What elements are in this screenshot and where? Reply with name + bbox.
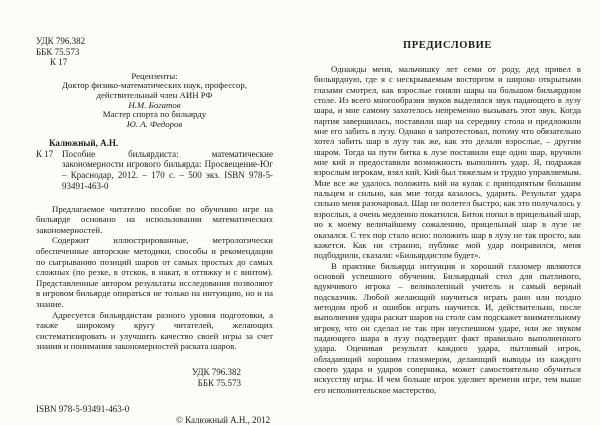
preface-paragraph: Однажды меня, мальчишку лет семи от роду, дед привел в бильярдную, где я с нескрываемым восторгом и широко открытыми глазами смотрел, как взрослые гоняли шары на большом бильярдном столе. Из всего многообразия звуков выделялся звук падающего в лузу шара, и мне самому захотелось непременно вызывать этот звук. Когда партия завершилась, поставили шар на середину стола и предложили мне его забить в лузу. Однако я запротестовал, потому что обязательно хотел забить шар в лузу так же, как это делали взрослые, – другим шаром. Тогда на пути битка к лузе поставили еще один шар, вручили мне кий и предоставили возможность выполнить удар. Я, подражая взрослым игрокам, взял кий. Кий был тяжелым и трудно управляемым. Мне все же удалось положить кий на кулак с приподнятым большим пальцем и сильно, как мне тогда казалось, ударить. Результат удара сильно меня разочаровал. Шар не полетел быстро, как это получалось у взрослых, а очень медленно покатился. Биток попал в прицельный шар, но к моему величайшему сожалению, прицельный шар в лузе не оказался. С тех пор стало ясно: положить шар в лузу не так просто, как кажется. Как ни странно, публике мой удар понравился, меня подбодрили, сказали: «Бильярдистом будет».	[314, 64, 581, 261]
reviewer-member-line: действительный член АИН РФ	[96, 89, 213, 100]
reviewer-name-2: Ю. А. Федоров	[126, 119, 183, 130]
bbk-code-top: ББК 75.573	[36, 46, 80, 57]
reviewer-degree-line: Доктор физико-математических наук, профессор,	[61, 80, 248, 91]
classification-codes-bottom	[36, 367, 273, 389]
preface-paragraph: В практике бильярда интуиция и хороший глазомер являются основой успешного обучения. Бильярдный стол для пытливого, вдумчивого игрока – великолепный учитель и самый верный подсказчик. Любой желающий научиться играть рано или поздно методом проб и ошибок играть научится. И, действительно, после выполнения удара раскат шаров на столе сам подскажет внимательному игроку, что он сделал не так при неуспешном ударе, или же звуком падающего шара в лузу подтвердит факт правильно выполненного удара. Оценивая результат каждого удара, пытливый игрок, обладающий хорошим глазомером, делающий выводы из каждого своего удара и ударов соперника, может самостоятельно обучиться искусству игры. И чем больше игрок уделяет времени игре, тем выше его исполнительское мастерство,	[314, 260, 581, 395]
bibliographic-record	[36, 138, 273, 192]
book-page-right	[314, 0, 581, 395]
bibliographic-annotation	[36, 149, 273, 192]
bbk-code-bottom: ББК 75.573	[197, 377, 241, 388]
udk-code-bottom: УДК 796.382	[191, 367, 241, 378]
k-code: К 17	[50, 57, 68, 67]
book-page-left	[36, 0, 273, 425]
annotation-k-code: К 17	[36, 148, 54, 159]
abstract-paragraph: Содержит иллюстрированные, метрологически обеспеченные авторские методики, способы и рекомендации по сыгрыванию позиций шаров от самых простых до самых сложных (по резке, в отскок, в накат, в оттяжку и с винтом). Представленные автором результаты исследования позволяют в игровом бильярде опираться не только на интуицию, но и на знание.	[36, 235, 273, 310]
abstract-paragraph: Предлагаемое читателю пособие по обучению игре на бильярде основано на использовании математических закономерностей.	[36, 203, 273, 235]
author-name: Калюжный, А.Н.	[49, 137, 119, 148]
abstract-paragraphs	[36, 204, 273, 352]
reviewers-block	[36, 72, 273, 130]
preface-title: ПРЕДИСЛОВИЕ	[402, 40, 493, 51]
reviewers-label: Рецензенты:	[131, 70, 178, 81]
abstract-paragraph: Адресуется бильярдистам разного уровня подготовки, а также широкому кругу читателей, желающих систематизировать и улучшить качество своей игры за счет знания и понимания закономерностей раската шаров.	[36, 309, 273, 352]
preface-paragraphs	[314, 64, 581, 395]
reviewer-name-1: Н.М. Богатов	[128, 99, 181, 110]
isbn-line: ISBN 978-5-93491-463-0	[36, 403, 130, 414]
copyright-line: © Калюжный А.Н., 2012	[176, 414, 271, 425]
udk-code-top: УДК 796.382	[36, 36, 86, 46]
reviewer-title-line: Мастер спорта по бильярду	[102, 109, 207, 120]
annotation-text: Пособие бильярдиста: математические закономерности игрового бильярда: Просвещение-Юг – Краснодар, 2012. – 170 с. – 500 экз. ISBN 978-5-93491-463-0	[62, 148, 273, 191]
classification-codes-top	[36, 36, 273, 68]
